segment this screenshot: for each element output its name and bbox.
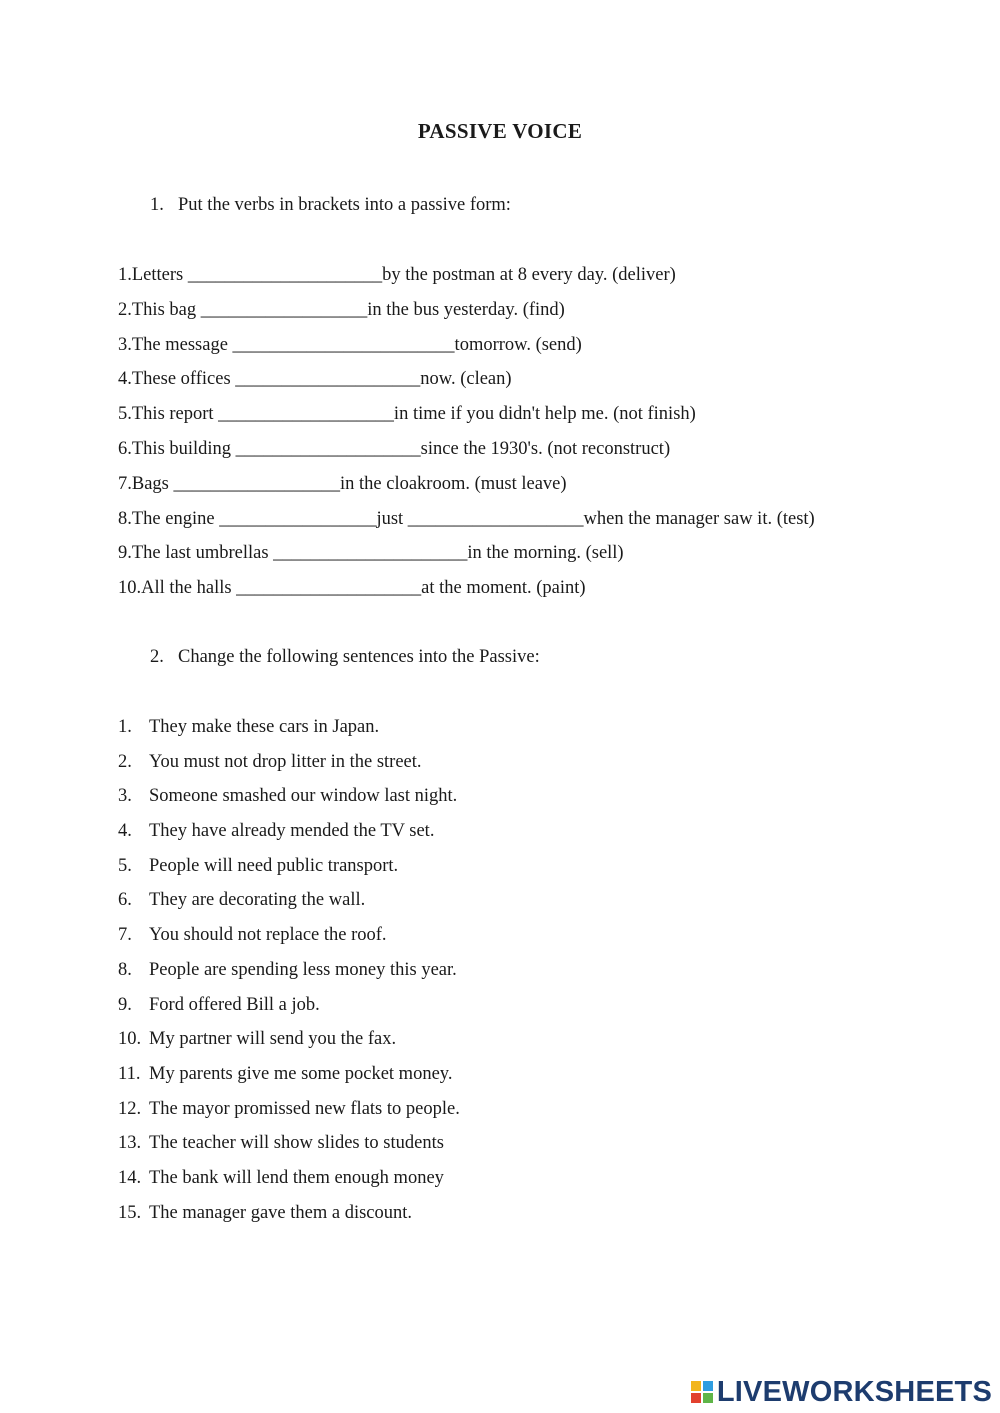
exercise-2-item bbox=[118, 820, 460, 855]
exercise-1-item: 10.All the halls ____________________at the moment. (paint) bbox=[118, 578, 586, 599]
item-number: 6. bbox=[118, 890, 132, 911]
section-2-instruction-text: Change the following sentences into the Passive: bbox=[178, 647, 540, 667]
item-number: 8. bbox=[118, 959, 132, 980]
exercise-1-item: 9.The last umbrellas _____________________in the morning. (sell) bbox=[118, 543, 624, 564]
exercise-2-item bbox=[118, 1098, 460, 1133]
item-number: 9. bbox=[118, 994, 132, 1015]
exercise-1-item: 8.The engine _________________just ___________________when the manager saw it. (test) bbox=[118, 508, 815, 529]
item-number: 14. bbox=[118, 1167, 142, 1188]
item-number: 2. bbox=[118, 751, 132, 772]
item-number: 10. bbox=[118, 1029, 142, 1050]
item-text: The bank will lend them enough money bbox=[149, 1167, 444, 1188]
item-number: 12. bbox=[118, 1098, 142, 1119]
section-1-instruction-text: Put the verbs in brackets into a passive form: bbox=[178, 195, 511, 215]
item-text: My parents give me some pocket money. bbox=[149, 1063, 453, 1084]
exercise-2-item bbox=[118, 889, 460, 924]
exercise-2-list bbox=[118, 716, 460, 1236]
logo-grid-icon bbox=[691, 1381, 713, 1403]
exercise-2-item bbox=[118, 785, 460, 820]
exercise-2-item bbox=[118, 959, 460, 994]
item-text: They are decorating the wall. bbox=[149, 890, 366, 911]
item-text: The teacher will show slides to students bbox=[149, 1133, 444, 1154]
section-2-instruction bbox=[150, 647, 540, 668]
item-number: 3. bbox=[118, 786, 132, 807]
exercise-2-item bbox=[118, 751, 460, 786]
exercise-1-item: 7.Bags __________________in the cloakroom. (must leave) bbox=[118, 473, 567, 494]
item-text: You must not drop litter in the street. bbox=[149, 751, 422, 772]
item-number: 5. bbox=[118, 855, 132, 876]
exercise-2-item bbox=[118, 1132, 460, 1167]
section-1-instruction bbox=[150, 195, 511, 216]
item-number: 15. bbox=[118, 1202, 142, 1223]
exercise-1-item: 6.This building ____________________since the 1930's. (not reconstruct) bbox=[118, 438, 671, 459]
exercise-1-item: 4.These offices ____________________now. (clean) bbox=[118, 369, 512, 390]
page-title: PASSIVE VOICE bbox=[417, 119, 583, 143]
item-text: People are spending less money this year. bbox=[149, 959, 457, 980]
exercise-1-item: 3.The message ________________________tomorrow. (send) bbox=[118, 334, 582, 355]
exercise-2-item bbox=[118, 1167, 460, 1202]
exercise-2-item bbox=[118, 716, 460, 751]
logo-square-yellow bbox=[691, 1381, 701, 1391]
item-number: 7. bbox=[118, 925, 132, 946]
item-number: 13. bbox=[118, 1133, 142, 1154]
item-text: The mayor promissed new flats to people. bbox=[149, 1098, 460, 1119]
section-1-number: 1. bbox=[150, 195, 164, 215]
item-text: They have already mended the TV set. bbox=[149, 821, 435, 842]
exercise-2-item bbox=[118, 1063, 460, 1098]
section-2-number: 2. bbox=[150, 647, 164, 667]
exercise-2-item bbox=[118, 994, 460, 1029]
liveworksheets-logo[interactable] bbox=[691, 1377, 992, 1407]
logo-square-green bbox=[703, 1393, 713, 1403]
logo-square-blue bbox=[703, 1381, 713, 1391]
exercise-2-item bbox=[118, 1202, 460, 1237]
item-number: 11. bbox=[118, 1063, 141, 1084]
exercise-1-item: 1.Letters _____________________by the postman at 8 every day. (deliver) bbox=[118, 265, 676, 285]
item-number: 1. bbox=[118, 717, 132, 737]
item-text: People will need public transport. bbox=[149, 855, 399, 876]
exercise-1-list bbox=[118, 264, 815, 612]
item-text: The manager gave them a discount. bbox=[149, 1202, 413, 1223]
exercise-2-item bbox=[118, 924, 460, 959]
exercise-1-item: 2.This bag __________________in the bus yesterday. (find) bbox=[118, 299, 565, 320]
exercise-1-item: 5.This report ___________________in time if you didn't help me. (not finish) bbox=[118, 404, 696, 425]
item-number: 4. bbox=[118, 821, 132, 842]
exercise-2-item bbox=[118, 1028, 460, 1063]
item-text: You should not replace the roof. bbox=[149, 925, 387, 946]
item-text: Ford offered Bill a job. bbox=[149, 994, 320, 1015]
logo-square-red bbox=[691, 1393, 701, 1403]
item-text: Someone smashed our window last night. bbox=[149, 786, 458, 807]
item-text: They make these cars in Japan. bbox=[149, 717, 380, 737]
logo-text: LIVEWORKSHEETS bbox=[716, 1375, 992, 1408]
exercise-2-item bbox=[118, 855, 460, 890]
item-text: My partner will send you the fax. bbox=[149, 1029, 397, 1050]
